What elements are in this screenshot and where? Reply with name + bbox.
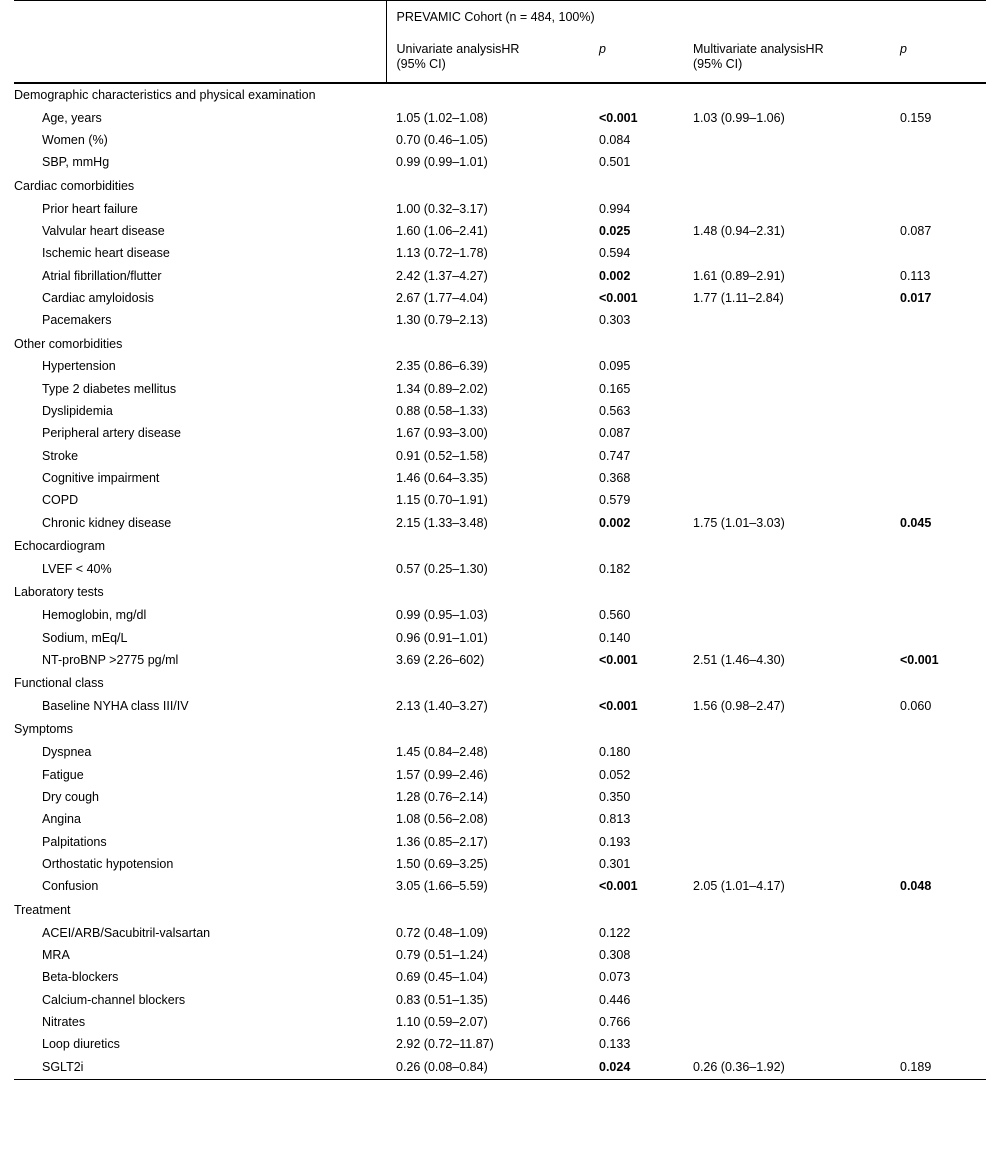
univariate-hr-cell [386,581,598,605]
univariate-hr-cell: 0.99 (0.99–1.01) [396,155,488,170]
univariate-p-cell [598,83,683,107]
multivariate-hr-cell [683,535,899,559]
multivariate-hr-cell [683,605,899,627]
table-row [14,378,986,400]
multivariate-p-cell [899,967,986,989]
univariate-p-cell: 0.563 [599,404,631,419]
table-section-row [14,898,986,922]
univariate-p-cell [598,898,683,922]
multivariate-hr-cell [683,718,899,742]
table-row [14,468,986,490]
univariate-p-cell [598,718,683,742]
row-label: Sodium, mEq/L [42,630,128,645]
multivariate-hr-cell: 1.77 (1.11–2.84) [693,290,784,305]
multivariate-hr-cell [683,83,899,107]
multivariate-hr-cell [683,559,899,581]
multivariate-p-cell [899,605,986,627]
multivariate-p-cell [899,401,986,423]
multivariate-hr-cell [683,468,899,490]
univariate-hr-cell: 3.69 (2.26–602) [396,652,485,667]
multivariate-p-cell: 0.045 [900,515,932,530]
multivariate-hr-cell [683,809,899,831]
table-row [14,107,986,129]
row-label: Pacemakers [42,313,112,328]
univariate-hr-cell: 1.36 (0.85–2.17) [396,834,488,849]
table-row [14,513,986,535]
multivariate-p-cell [899,718,986,742]
multivariate-header-line1: Multivariate analysisHR [693,42,824,56]
multivariate-hr-cell [683,742,899,764]
univariate-hr-cell: 0.99 (0.95–1.03) [396,608,488,623]
row-label: Dyspnea [42,745,92,760]
multivariate-hr-cell [683,401,899,423]
univariate-hr-cell: 2.15 (1.33–3.48) [396,515,488,530]
table-row [14,401,986,423]
univariate-p-cell: 0.084 [599,132,631,147]
multivariate-p-cell [899,152,986,174]
multivariate-hr-cell [683,332,899,356]
column-header-row [14,33,986,82]
table-row [14,1012,986,1034]
univariate-p-cell: <0.001 [599,699,638,714]
table-section-row [14,332,986,356]
multivariate-p-cell: 0.017 [900,290,932,305]
multivariate-hr-cell [683,378,899,400]
univariate-p-cell: 0.073 [599,970,631,985]
univariate-p-cell [598,672,683,696]
multivariate-p-cell: 0.113 [900,268,931,283]
univariate-hr-cell: 0.91 (0.52–1.58) [396,448,488,463]
univariate-hr-cell: 1.46 (0.64–3.35) [396,471,488,486]
multivariate-p-cell [899,310,986,332]
multivariate-p-cell [899,831,986,853]
table-row [14,696,986,718]
table-row [14,764,986,786]
multivariate-hr-cell [683,764,899,786]
multivariate-p-cell: 0.087 [900,223,932,238]
univariate-p-cell: 0.303 [599,313,631,328]
row-label: Demographic characteristics and physical examination [14,87,316,102]
multivariate-p-cell [899,1012,986,1034]
multivariate-hr-cell [683,310,899,332]
multivariate-p-cell [899,922,986,944]
row-label: Peripheral artery disease [42,426,181,441]
univariate-hr-cell: 3.05 (1.66–5.59) [396,879,488,894]
univariate-hr-cell [386,535,598,559]
univariate-hr-cell: 1.67 (0.93–3.00) [396,426,488,441]
multivariate-p-cell [899,989,986,1011]
table-row [14,922,986,944]
column-header-univariate-p: p [598,33,683,82]
row-label: Ischemic heart disease [42,246,170,261]
multivariate-p-cell [899,742,986,764]
table-row [14,854,986,876]
multivariate-hr-cell [683,898,899,922]
row-label: Confusion [42,879,99,894]
table-row [14,446,986,468]
multivariate-p-cell [899,243,986,265]
multivariate-hr-cell [683,831,899,853]
row-label: Orthostatic hypotension [42,856,174,871]
multivariate-hr-cell [683,1012,899,1034]
univariate-p-cell: 0.813 [599,812,631,827]
table-row [14,787,986,809]
table-row [14,356,986,378]
univariate-hr-cell: 1.34 (0.89–2.02) [396,381,488,396]
row-label: Hemoglobin, mg/dl [42,608,147,623]
multivariate-hr-cell: 1.75 (1.01–3.03) [693,515,785,530]
row-label: Functional class [14,676,104,691]
table-row [14,490,986,512]
row-label: SGLT2i [14,1056,386,1079]
table-row [14,1034,986,1056]
row-label: Angina [42,812,81,827]
multivariate-p-cell [899,332,986,356]
univariate-p-cell: 0.002 [599,515,631,530]
univariate-hr-cell: 2.92 (0.72–11.87) [396,1037,494,1052]
row-label: Age, years [42,110,102,125]
row-label: Laboratory tests [14,585,104,600]
table-section-row [14,174,986,198]
univariate-hr-cell: 0.79 (0.51–1.24) [396,947,488,962]
univariate-p-cell: 0.579 [599,493,631,508]
multivariate-hr-cell [683,356,899,378]
regression-results-table [14,0,986,1080]
univariate-p-cell: 0.024 [598,1056,683,1079]
table-row [14,831,986,853]
univariate-p-cell [598,535,683,559]
multivariate-p-cell [899,83,986,107]
multivariate-hr-cell: 1.48 (0.94–2.31) [693,223,785,238]
table-row [14,650,986,672]
univariate-p-cell: 0.560 [599,608,631,623]
univariate-p-cell: <0.001 [599,652,638,667]
univariate-hr-cell: 2.67 (1.77–4.04) [396,290,488,305]
univariate-hr-cell: 0.57 (0.25–1.30) [396,562,488,577]
univariate-hr-cell: 1.60 (1.06–2.41) [396,223,488,238]
column-header-row-label [14,33,386,82]
univariate-hr-cell: 0.88 (0.58–1.33) [396,404,488,419]
univariate-p-cell: 0.766 [599,1014,631,1029]
row-label: Stroke [42,448,79,463]
multivariate-hr-cell: 1.56 (0.98–2.47) [693,699,785,714]
row-label: Cognitive impairment [42,471,160,486]
univariate-hr-cell: 1.15 (0.70–1.91) [396,493,488,508]
table-row [14,423,986,445]
univariate-hr-cell: 0.96 (0.91–1.01) [396,630,488,645]
univariate-p-cell [598,332,683,356]
multivariate-hr-cell: 0.26 (0.36–1.92) [683,1056,899,1079]
multivariate-p-cell [899,854,986,876]
row-label: LVEF < 40% [42,562,112,577]
multivariate-p-cell [899,787,986,809]
multivariate-hr-cell: 1.03 (0.99–1.06) [693,110,785,125]
univariate-hr-cell: 1.00 (0.32–3.17) [396,201,488,216]
univariate-hr-cell [386,898,598,922]
univariate-p-cell: 0.052 [599,767,631,782]
multivariate-p-cell [899,581,986,605]
univariate-hr-cell [386,672,598,696]
univariate-hr-cell: 0.69 (0.45–1.04) [396,970,488,985]
multivariate-hr-cell [683,922,899,944]
row-label: Beta-blockers [42,970,119,985]
multivariate-hr-cell [683,490,899,512]
row-label: Women (%) [42,132,108,147]
cohort-header-label: PREVAMIC Cohort (n = 484, 100%) [386,1,986,34]
multivariate-p-cell: 0.048 [900,879,932,894]
multivariate-hr-cell [683,174,899,198]
multivariate-p-cell [899,559,986,581]
univariate-p-cell: 0.140 [599,630,631,645]
table-row [14,742,986,764]
multivariate-hr-cell [683,243,899,265]
table-row [14,288,986,310]
multivariate-hr-cell [683,152,899,174]
row-label: Chronic kidney disease [42,515,172,530]
multivariate-p-cell [899,174,986,198]
multivariate-hr-cell [683,967,899,989]
multivariate-p-cell [899,356,986,378]
univariate-hr-cell: 1.28 (0.76–2.14) [396,789,488,804]
table-row [14,967,986,989]
multivariate-hr-cell [683,198,899,220]
table-row [14,809,986,831]
multivariate-p-cell [899,446,986,468]
table-row [14,152,986,174]
row-label: NT-proBNP >2775 pg/ml [42,652,179,667]
multivariate-hr-cell [683,130,899,152]
univariate-p-cell: 0.002 [599,268,631,283]
univariate-hr-cell: 0.26 (0.08–0.84) [386,1056,598,1079]
multivariate-p-cell [899,198,986,220]
table-row [14,559,986,581]
univariate-hr-cell: 1.08 (0.56–2.08) [396,812,488,827]
multivariate-p-cell: 0.060 [900,699,932,714]
multivariate-p-cell [899,764,986,786]
multivariate-p-cell [899,535,986,559]
row-label: MRA [42,947,70,962]
multivariate-p-cell: 0.189 [899,1056,986,1079]
univariate-p-cell: 0.747 [599,448,631,463]
row-label: Nitrates [42,1014,86,1029]
univariate-header-line1: Univariate analysisHR [396,42,520,56]
row-label: Prior heart failure [42,201,138,216]
univariate-p-cell: 0.308 [599,947,631,962]
multivariate-hr-cell [683,1034,899,1056]
multivariate-p-cell: 0.159 [900,110,932,125]
row-label: COPD [42,493,79,508]
row-label: Baseline NYHA class III/IV [42,699,189,714]
table-row [14,627,986,649]
univariate-p-cell [598,174,683,198]
table-section-row [14,83,986,107]
row-label: Cardiac comorbidities [14,178,135,193]
row-label: Other comorbidities [14,336,123,351]
row-label: Treatment [14,902,71,917]
univariate-hr-cell: 1.13 (0.72–1.78) [396,246,488,261]
univariate-p-cell: 0.180 [599,745,631,760]
table-row [14,605,986,627]
univariate-p-cell: 0.368 [599,471,631,486]
multivariate-p-cell [899,468,986,490]
univariate-hr-cell: 2.13 (1.40–3.27) [396,699,488,714]
row-label: Type 2 diabetes mellitus [42,381,177,396]
univariate-p-cell: 0.193 [599,834,631,849]
multivariate-hr-cell [683,423,899,445]
table-section-row [14,718,986,742]
univariate-p-cell: 0.087 [599,426,631,441]
univariate-hr-cell: 0.83 (0.51–1.35) [396,992,488,1007]
multivariate-p-cell [899,423,986,445]
table-row [14,265,986,287]
multivariate-hr-cell: 2.51 (1.46–4.30) [693,652,785,667]
univariate-p-cell: 0.301 [599,856,631,871]
multivariate-p-cell [899,627,986,649]
row-label: Loop diuretics [42,1037,120,1052]
row-label: Valvular heart disease [42,223,165,238]
row-label: Echocardiogram [14,539,106,554]
table-row [14,1056,986,1079]
multivariate-hr-cell [683,989,899,1011]
column-header-multivariate-p: p [899,33,986,82]
multivariate-p-cell [899,945,986,967]
univariate-p-cell: 0.133 [599,1037,631,1052]
univariate-hr-cell: 2.42 (1.37–4.27) [396,268,488,283]
column-header-univariate [386,33,598,82]
univariate-p-cell: 0.025 [599,223,631,238]
row-label: Cardiac amyloidosis [42,290,154,305]
table-section-row [14,581,986,605]
univariate-p-cell: <0.001 [599,290,638,305]
multivariate-hr-cell [683,672,899,696]
univariate-hr-cell [386,83,598,107]
multivariate-hr-cell: 1.61 (0.89–2.91) [693,268,785,283]
univariate-hr-cell [386,174,598,198]
univariate-hr-cell: 0.72 (0.48–1.09) [396,925,488,940]
column-header-multivariate [683,33,899,82]
table-section-row [14,535,986,559]
multivariate-hr-cell [683,787,899,809]
multivariate-p-cell [899,809,986,831]
multivariate-hr-cell [683,945,899,967]
univariate-p-cell: <0.001 [599,110,638,125]
multivariate-p-cell [899,898,986,922]
multivariate-p-cell [899,1034,986,1056]
univariate-hr-cell: 1.10 (0.59–2.07) [396,1014,488,1029]
multivariate-hr-cell [683,581,899,605]
univariate-p-cell: 0.350 [599,789,631,804]
univariate-p-cell: 0.501 [599,155,631,170]
univariate-header-line2: (95% CI) [396,57,446,72]
row-label: Palpitations [42,834,107,849]
row-label: Fatigue [42,767,84,782]
table-row [14,945,986,967]
cohort-header-row [14,1,986,34]
table-row [14,310,986,332]
table-row [14,221,986,243]
multivariate-hr-cell: 2.05 (1.01–4.17) [693,879,785,894]
multivariate-hr-cell [683,627,899,649]
univariate-hr-cell [386,332,598,356]
univariate-p-cell: 0.122 [599,925,631,940]
univariate-p-cell: 0.165 [599,381,631,396]
row-label: Atrial fibrillation/flutter [42,268,162,283]
table-row [14,243,986,265]
row-label: Dyslipidemia [42,404,113,419]
univariate-p-cell: 0.095 [599,359,631,374]
table-row [14,198,986,220]
multivariate-hr-cell [683,854,899,876]
univariate-p-cell: 0.446 [599,992,631,1007]
univariate-hr-cell: 1.45 (0.84–2.48) [396,745,488,760]
row-label: Symptoms [14,722,74,737]
univariate-p-cell: 0.182 [599,562,631,577]
multivariate-p-cell [899,130,986,152]
univariate-p-cell: 0.994 [599,201,631,216]
multivariate-p-cell [899,490,986,512]
table-body [14,83,986,1079]
univariate-hr-cell: 1.57 (0.99–2.46) [396,767,488,782]
univariate-hr-cell: 0.70 (0.46–1.05) [396,132,488,147]
univariate-hr-cell: 2.35 (0.86–6.39) [396,359,488,374]
univariate-p-cell: <0.001 [599,879,638,894]
multivariate-p-cell: <0.001 [900,652,939,667]
univariate-hr-cell: 1.30 (0.79–2.13) [396,313,488,328]
row-label: ACEI/ARB/Sacubitril-valsartan [42,925,211,940]
univariate-p-cell: 0.594 [599,246,631,261]
univariate-hr-cell: 1.50 (0.69–3.25) [396,856,488,871]
row-label: Hypertension [42,359,116,374]
table-row [14,876,986,898]
univariate-hr-cell: 1.05 (1.02–1.08) [396,110,488,125]
row-label: Calcium-channel blockers [42,992,186,1007]
row-label: SBP, mmHg [42,155,110,170]
univariate-hr-cell [386,718,598,742]
multivariate-p-cell [899,378,986,400]
table-row [14,130,986,152]
multivariate-hr-cell [683,446,899,468]
row-label: Dry cough [42,789,99,804]
multivariate-header-line2: (95% CI) [693,57,743,72]
univariate-p-cell [598,581,683,605]
cohort-header-empty-cell [14,1,386,34]
table-section-row [14,672,986,696]
table-row [14,989,986,1011]
multivariate-p-cell [899,672,986,696]
